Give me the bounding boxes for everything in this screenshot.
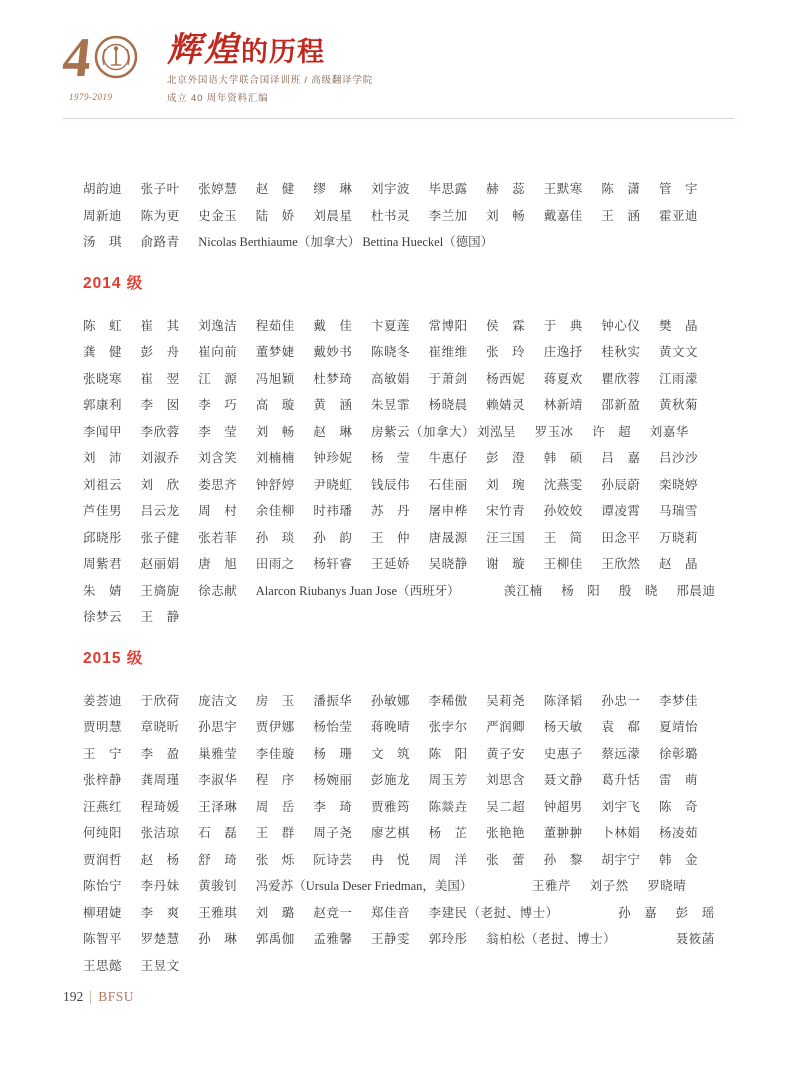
name-row xyxy=(83,740,734,767)
person-name: 汤 琪 xyxy=(83,235,123,250)
person-name: 杨 芷 xyxy=(428,826,468,841)
person-name: 李欣蓉 xyxy=(140,424,180,439)
person-name: 阮诗芸 xyxy=(313,852,353,867)
person-name: 舒 琦 xyxy=(198,852,238,867)
subtitle-line-1: 北京外国语大学联合国译训班 / 高级翻译学院 xyxy=(167,75,374,86)
person-name: 赵 健 xyxy=(255,182,295,197)
person-name: 孟雅馨 xyxy=(313,932,353,947)
person-name: 李 莹 xyxy=(198,424,238,439)
person-name: 刘嘉华 xyxy=(649,424,689,439)
name-row xyxy=(83,497,734,524)
person-name: 李 盈 xyxy=(140,746,180,761)
name-row xyxy=(83,418,734,445)
page-title xyxy=(167,34,373,68)
person-name: 孙辰蔚 xyxy=(601,477,641,492)
person-name: 龚周瑾 xyxy=(140,773,180,788)
person-name: 黄秋菊 xyxy=(658,398,698,413)
person-name: 赵 琳 xyxy=(313,424,353,439)
name-row xyxy=(83,524,734,551)
person-name: 张 蕾 xyxy=(486,852,526,867)
person-name: 吕 嘉 xyxy=(601,451,641,466)
person-name: 戴 佳 xyxy=(313,318,353,333)
person-name: 吴二超 xyxy=(486,799,526,814)
name-row xyxy=(83,312,734,339)
person-name: 陈怡宁 xyxy=(83,879,123,894)
name-row xyxy=(83,819,734,846)
person-name: 郭康利 xyxy=(83,398,123,413)
person-name: 石佳丽 xyxy=(428,477,468,492)
person-name: 史金玉 xyxy=(198,208,238,223)
person-name: 常博阳 xyxy=(428,318,468,333)
person-name: 夏靖怡 xyxy=(658,720,698,735)
person-name: 张梓静 xyxy=(83,773,123,788)
person-name: 李兰加 xyxy=(428,208,468,223)
person-name: 龚 健 xyxy=(83,345,123,360)
brand-label: BFSU xyxy=(98,989,135,1004)
person-name: 刘 畅 xyxy=(255,424,295,439)
person-name: 崔维维 xyxy=(428,345,468,360)
person-name: 李建民（老挝、博士） xyxy=(428,905,559,920)
person-name: 郑佳音 xyxy=(370,905,410,920)
person-name: 刘思含 xyxy=(486,773,526,788)
person-name: 潘振华 xyxy=(313,693,353,708)
person-name: 张婷慧 xyxy=(198,182,238,197)
person-name: 孙 黎 xyxy=(543,852,583,867)
person-name: 卜林娟 xyxy=(601,826,641,841)
person-name: 董梦婕 xyxy=(255,345,295,360)
person-name: 杜书灵 xyxy=(370,208,410,223)
person-name: 黄文文 xyxy=(658,345,698,360)
name-row xyxy=(83,899,734,926)
name-row xyxy=(83,391,734,418)
person-name: 李 囡 xyxy=(140,398,180,413)
person-name: 张 玲 xyxy=(486,345,526,360)
person-name: 王雅琪 xyxy=(198,905,238,920)
person-name: 刘楠楠 xyxy=(255,451,295,466)
person-name: 罗玉冰 xyxy=(534,424,574,439)
person-name: 刘 沛 xyxy=(83,451,123,466)
person-name: 韩 硕 xyxy=(543,451,583,466)
person-name: 赵 杨 xyxy=(140,852,180,867)
person-name: 崔向前 xyxy=(198,345,238,360)
person-name: 李 爽 xyxy=(140,905,180,920)
person-name: 董翀翀 xyxy=(543,826,583,841)
person-name: 周新迪 xyxy=(83,208,123,223)
person-name: 苏 丹 xyxy=(370,504,410,519)
person-name: 陈 奇 xyxy=(658,799,698,814)
person-name: 王 涵 xyxy=(601,208,641,223)
name-row xyxy=(83,713,734,740)
person-name: 胡韵迪 xyxy=(83,182,123,197)
person-name: 杨 阳 xyxy=(561,583,601,598)
person-name: 周 村 xyxy=(198,504,238,519)
person-name: 聂文静 xyxy=(543,773,583,788)
person-name: 刘泓呈 xyxy=(476,424,516,439)
person-name: 袁 郗 xyxy=(601,720,641,735)
person-name: 时祎璠 xyxy=(313,504,353,519)
person-name: 芦佳男 xyxy=(83,504,123,519)
person-name: 彭 澄 xyxy=(486,451,526,466)
person-name: 钟珍妮 xyxy=(313,451,353,466)
name-row xyxy=(83,365,734,392)
person-name: 房紫云（加拿大） xyxy=(370,424,475,439)
page-number: 192 xyxy=(63,989,84,1004)
person-name: 杨晓晨 xyxy=(428,398,468,413)
person-name: 韩 金 xyxy=(658,852,698,867)
name-row xyxy=(83,603,734,630)
person-name: 孙忠一 xyxy=(601,693,641,708)
person-name: 羡江楠 xyxy=(503,583,543,598)
class-section xyxy=(83,271,734,630)
person-name: 赵竞一 xyxy=(313,905,353,920)
person-name: 李淑华 xyxy=(198,773,238,788)
header-titles xyxy=(167,34,373,104)
person-name: 王旖旎 xyxy=(140,583,180,598)
person-name: 蔡远濛 xyxy=(601,746,641,761)
person-name: 杨凌茹 xyxy=(658,826,698,841)
person-name: 朱 婧 xyxy=(83,583,123,598)
person-name: 王雅芹 xyxy=(532,879,572,894)
person-name: 张子叶 xyxy=(140,182,180,197)
section-heading: 2015 级 xyxy=(83,649,144,667)
person-name: 卞夏莲 xyxy=(370,318,410,333)
person-name: 钱辰伟 xyxy=(370,477,410,492)
person-name: 翁柏松（老挝、博士） xyxy=(486,932,617,947)
person-name: 石 磊 xyxy=(198,826,238,841)
person-name: 雷 萌 xyxy=(658,773,698,788)
person-name: 史惠子 xyxy=(543,746,583,761)
person-name: 王延娇 xyxy=(370,557,410,572)
person-name: 张子健 xyxy=(140,530,180,545)
person-name: 侯 霖 xyxy=(486,318,526,333)
person-name: 王默寒 xyxy=(543,182,583,197)
person-name: 严润卿 xyxy=(486,720,526,735)
person-name: 李梦佳 xyxy=(658,693,698,708)
person-name: 周玉芳 xyxy=(428,773,468,788)
person-name: 田念平 xyxy=(601,530,641,545)
person-name: 葛升恬 xyxy=(601,773,641,788)
person-name: 杨西妮 xyxy=(486,371,526,386)
person-name: 尹晓虹 xyxy=(313,477,353,492)
person-name: 于 典 xyxy=(543,318,583,333)
person-name: 蒋晚晴 xyxy=(370,720,410,735)
person-name: 周 岳 xyxy=(255,799,295,814)
name-row xyxy=(83,793,734,820)
person-name: 杨轩睿 xyxy=(313,557,353,572)
name-row xyxy=(83,577,734,604)
subtitle-line-2: 成立 40 周年资料汇编 xyxy=(167,93,269,104)
person-name: 孙 嘉 xyxy=(618,905,658,920)
person-name: 钟心仪 xyxy=(601,318,641,333)
name-row xyxy=(83,952,734,979)
person-name: 孙 琳 xyxy=(198,932,238,947)
person-name: 霍亚迪 xyxy=(658,208,698,223)
person-name: 陆 娇 xyxy=(255,208,295,223)
person-name: 程琦媛 xyxy=(140,799,180,814)
person-name: Nicolas Berthiaume（加拿大） xyxy=(198,235,361,250)
person-name: 姜荟迪 xyxy=(83,693,123,708)
person-name: Alarcon Riubanys Juan Jose（西班牙） xyxy=(255,583,460,598)
person-name: 陈为更 xyxy=(140,208,180,223)
person-name: 贾明慧 xyxy=(83,720,123,735)
class-section xyxy=(83,646,734,979)
person-name: 冯爱苏（Ursula Deser Friedman，美国） xyxy=(255,879,473,894)
name-row xyxy=(83,175,734,202)
person-name: 刘 畅 xyxy=(486,208,526,223)
name-row xyxy=(83,202,734,229)
name-row xyxy=(83,687,734,714)
person-name: 杜梦琦 xyxy=(313,371,353,386)
person-name: 王静雯 xyxy=(370,932,410,947)
person-name: 唐 旭 xyxy=(198,557,238,572)
person-name: 王 仲 xyxy=(370,530,410,545)
logo-years: 1979-2019 xyxy=(69,92,113,102)
person-name: 程茹佳 xyxy=(255,318,295,333)
person-name: 高 璇 xyxy=(255,398,295,413)
person-name: 孙姣姣 xyxy=(543,504,583,519)
person-name: Bettina Hueckel（德国） xyxy=(362,235,494,250)
name-row xyxy=(83,925,734,952)
name-row xyxy=(83,338,734,365)
person-name: 王 群 xyxy=(255,826,295,841)
person-name: 贾雅筠 xyxy=(370,799,410,814)
person-name: 赵丽娟 xyxy=(140,557,180,572)
person-name: 房 玉 xyxy=(255,693,295,708)
person-name: 郭禹伽 xyxy=(255,932,295,947)
person-name: 于萧剑 xyxy=(428,371,468,386)
person-name: 毕思露 xyxy=(428,182,468,197)
name-row xyxy=(83,471,734,498)
person-name: 吕沙沙 xyxy=(658,451,698,466)
person-name: 罗晓晴 xyxy=(647,879,687,894)
person-name: 周子尧 xyxy=(313,826,353,841)
person-name: 周 洋 xyxy=(428,852,468,867)
person-name: 刘祖云 xyxy=(83,477,123,492)
person-name: 廖艺棋 xyxy=(370,826,410,841)
person-name: 俞路青 xyxy=(140,235,180,250)
person-name: 刘 琬 xyxy=(486,477,526,492)
person-name: 黄子安 xyxy=(486,746,526,761)
person-name: 江雨濛 xyxy=(658,371,698,386)
person-name: 杨婉丽 xyxy=(313,773,353,788)
person-name: 陈 虹 xyxy=(83,318,123,333)
person-name: 周紫君 xyxy=(83,557,123,572)
person-name: 吕云龙 xyxy=(140,504,180,519)
person-name: 崔 其 xyxy=(140,318,180,333)
footer-divider xyxy=(90,991,91,1004)
person-name: 桂秋实 xyxy=(601,345,641,360)
person-name: 唐晟源 xyxy=(428,530,468,545)
person-name: 陈燚垚 xyxy=(428,799,468,814)
section-heading: 2014 级 xyxy=(83,274,144,292)
person-name: 何纯阳 xyxy=(83,826,123,841)
person-name: 庄逸抒 xyxy=(543,345,583,360)
logo-wreath-emblem-icon xyxy=(93,34,139,85)
person-name: 赖婧灵 xyxy=(486,398,526,413)
person-name: 李佳璇 xyxy=(255,746,295,761)
person-name: 王柳佳 xyxy=(543,557,583,572)
person-name: 管 宇 xyxy=(658,182,698,197)
person-name: 刘 璐 xyxy=(255,905,295,920)
person-name: 刘逸洁 xyxy=(198,318,238,333)
person-name: 赫 蕊 xyxy=(486,182,526,197)
person-name: 陈智平 xyxy=(83,932,123,947)
person-name: 刘含笑 xyxy=(198,451,238,466)
person-name: 黄骏钊 xyxy=(198,879,238,894)
person-name: 杨天敏 xyxy=(543,720,583,735)
person-name: 章晓昕 xyxy=(140,720,180,735)
person-name: 余佳柳 xyxy=(255,504,295,519)
person-name: 瞿欣蓉 xyxy=(601,371,641,386)
person-name: 林新靖 xyxy=(543,398,583,413)
person-name: 张晓寒 xyxy=(83,371,123,386)
person-name: 高敏娟 xyxy=(370,371,410,386)
person-name: 陈 潇 xyxy=(601,182,641,197)
person-name: 刘 欣 xyxy=(140,477,180,492)
person-name: 刘宇飞 xyxy=(601,799,641,814)
person-name: 钟超男 xyxy=(543,799,583,814)
person-name: 李闻甲 xyxy=(83,424,123,439)
person-name: 陈泽韬 xyxy=(543,693,583,708)
person-name: 彭 瑶 xyxy=(675,905,715,920)
person-name: 王 宁 xyxy=(83,746,123,761)
person-name: 徐志献 xyxy=(198,583,238,598)
name-row xyxy=(83,228,734,255)
name-row xyxy=(83,766,734,793)
person-name: 孙 琰 xyxy=(255,530,295,545)
person-name: 邵新盈 xyxy=(601,398,641,413)
person-name: 聂筱菡 xyxy=(675,932,715,947)
person-name: 贾伊娜 xyxy=(255,720,295,735)
logo-digit-4: 4 xyxy=(59,27,95,89)
person-name: 孙敏娜 xyxy=(370,693,410,708)
person-name: 孙 韵 xyxy=(313,530,353,545)
person-name: 冯旭颖 xyxy=(255,371,295,386)
name-row xyxy=(83,872,734,899)
person-name: 徐彰璐 xyxy=(658,746,698,761)
person-name: 田雨之 xyxy=(255,557,295,572)
person-name: 孙思宇 xyxy=(198,720,238,735)
person-name: 邢晨迪 xyxy=(676,583,716,598)
person-name: 王思懿 xyxy=(83,958,123,973)
person-name: 郭玲彤 xyxy=(428,932,468,947)
title-calligraphy: 辉煌 xyxy=(167,32,241,69)
person-name: 柳珺婕 xyxy=(83,905,123,920)
person-name: 王 简 xyxy=(543,530,583,545)
name-row xyxy=(83,846,734,873)
header-divider xyxy=(63,118,734,119)
person-name: 江 源 xyxy=(198,371,238,386)
name-row xyxy=(83,550,734,577)
person-name: 王泽琳 xyxy=(198,799,238,814)
person-name: 王欣然 xyxy=(601,557,641,572)
person-name: 宋竹青 xyxy=(486,504,526,519)
person-name: 黄 涵 xyxy=(313,398,353,413)
person-name: 万晓莉 xyxy=(658,530,698,545)
person-name: 娄思齐 xyxy=(198,477,238,492)
person-name: 吴晓静 xyxy=(428,557,468,572)
person-name: 张洁琼 xyxy=(140,826,180,841)
person-name: 谢 璇 xyxy=(486,557,526,572)
person-name: 李丹妹 xyxy=(140,879,180,894)
person-name: 栾晓婷 xyxy=(658,477,698,492)
person-name: 沈燕雯 xyxy=(543,477,583,492)
person-name: 蒋夏欢 xyxy=(543,371,583,386)
person-name: 冉 悦 xyxy=(370,852,410,867)
name-list xyxy=(63,175,734,978)
person-name: 钟舒婷 xyxy=(255,477,295,492)
title-rest: 的历程 xyxy=(241,37,325,67)
footer xyxy=(63,989,134,1005)
person-name: 庞洁文 xyxy=(198,693,238,708)
person-name: 陈 阳 xyxy=(428,746,468,761)
person-name: 马瑞雪 xyxy=(658,504,698,519)
person-name: 程 序 xyxy=(255,773,295,788)
person-name: 吴莉尧 xyxy=(486,693,526,708)
person-name: 李 巧 xyxy=(198,398,238,413)
person-name: 屠申桦 xyxy=(428,504,468,519)
person-name: 杨 珊 xyxy=(313,746,353,761)
person-name: 戴嘉佳 xyxy=(543,208,583,223)
person-name: 汪燕红 xyxy=(83,799,123,814)
person-name: 牛惠仔 xyxy=(428,451,468,466)
person-name: 陈晓冬 xyxy=(370,345,410,360)
person-name: 李 琦 xyxy=(313,799,353,814)
person-name: 李稀傲 xyxy=(428,693,468,708)
person-name: 王 静 xyxy=(140,610,180,625)
person-name: 巢雅莹 xyxy=(198,746,238,761)
person-name: 杨 莹 xyxy=(370,451,410,466)
person-name: 胡宇宁 xyxy=(601,852,641,867)
person-name: 邱晓彤 xyxy=(83,530,123,545)
person-name: 彭施龙 xyxy=(370,773,410,788)
person-name: 王昱文 xyxy=(140,958,180,973)
person-name: 贾润哲 xyxy=(83,852,123,867)
person-name: 杨怡莹 xyxy=(313,720,353,735)
person-name: 于欣荷 xyxy=(140,693,180,708)
person-name: 罗楚慧 xyxy=(140,932,180,947)
person-name: 许 超 xyxy=(592,424,632,439)
anniversary-40-logo xyxy=(59,27,151,102)
person-name: 徐梦云 xyxy=(83,610,123,625)
person-name: 樊 晶 xyxy=(658,318,698,333)
person-name: 张孛尔 xyxy=(428,720,468,735)
class-section xyxy=(83,175,734,255)
person-name: 张艳艳 xyxy=(486,826,526,841)
person-name: 殷 晓 xyxy=(618,583,658,598)
person-name: 戴妙书 xyxy=(313,345,353,360)
person-name: 缪 琳 xyxy=(313,182,353,197)
person-name: 崔 翌 xyxy=(140,371,180,386)
person-name: 刘宇波 xyxy=(370,182,410,197)
name-row xyxy=(83,444,734,471)
person-name: 谭凌霄 xyxy=(601,504,641,519)
person-name: 赵 晶 xyxy=(658,557,698,572)
person-name: 刘子然 xyxy=(589,879,629,894)
person-name: 彭 舟 xyxy=(140,345,180,360)
person-name: 张若菲 xyxy=(198,530,238,545)
person-name: 文 筑 xyxy=(370,746,410,761)
person-name: 张 烁 xyxy=(255,852,295,867)
person-name: 汪三国 xyxy=(486,530,526,545)
person-name: 刘晨星 xyxy=(313,208,353,223)
header xyxy=(59,0,734,106)
person-name: 朱昱霏 xyxy=(370,398,410,413)
person-name: 刘淑乔 xyxy=(140,451,180,466)
